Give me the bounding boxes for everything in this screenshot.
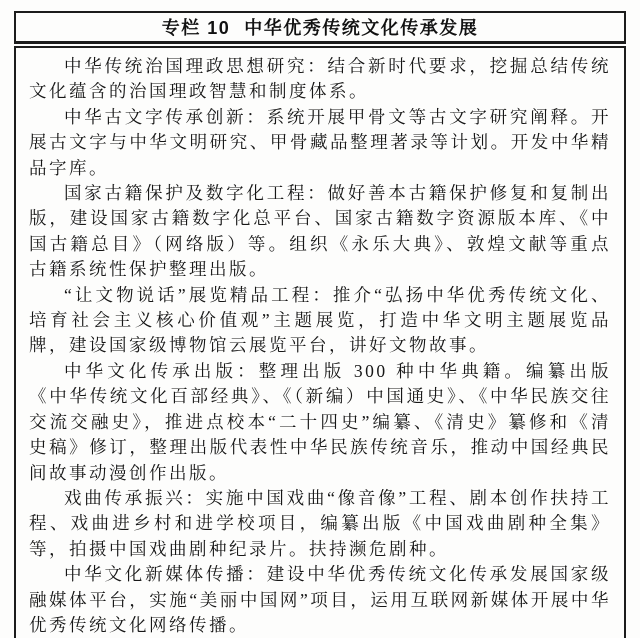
column-box	[14, 11, 626, 638]
column-label: 专栏 10	[161, 18, 231, 38]
column-body	[14, 46, 626, 638]
paragraph-opera-revitalization: 戏曲传承振兴：实施中国戏曲“像音像”工程、剧本创作扶持工程、戏曲进乡村和进学校项目，编纂出版《中国戏曲剧种全集》等，拍摄中国戏曲剧种纪录片。扶持濒危剧种。	[29, 487, 611, 559]
paragraph-relics-exhibition: “让文物说话”展览精品工程：推介“弘扬中华优秀传统文化、培育社会主义核心价值观”主题展览，打造中华文明主题展览品牌，建设国家级博物馆云展览平台，讲好文物故事。	[29, 284, 611, 356]
paragraph-ancient-scripts: 中华古文字传承创新：系统开展甲骨文等古文字研究阐释。开展古文字与中华文明研究、甲骨藏品整理著录等计划。开发中华精品字库。	[29, 106, 611, 178]
paragraph-culture-publishing: 中华文化传承出版：整理出版 300 种中华典籍。编纂出版《中华传统文化百部经典》、《（新编）中国通史》、《中华民族交往交流交融史》，推进点校本“二十四史”编纂、《清史》纂修和《清史稿》修订，整理出版代表性中华民族传统音乐，推动中国经典民间故事动漫创作出版。	[29, 360, 611, 483]
column-title: 中华优秀传统文化传承发展	[244, 18, 479, 38]
paragraph-ancient-books-digitization: 国家古籍保护及数字化工程：做好善本古籍保护修复和复制出版，建设国家古籍数字化总平台、国家古籍数字资源版本库、《中国古籍总目》（网络版）等。组织《永乐大典》、敦煌文献等重点古籍系统性保护整理出版。	[29, 183, 611, 280]
column-title-bar	[14, 11, 626, 44]
paragraph-new-media-dissemination: 中华文化新媒体传播：建设中华优秀传统文化传承发展国家级融媒体平台，实施“美丽中国网”项目，运用互联网新媒体开展中华优秀传统文化网络传播。	[29, 564, 611, 635]
paragraph-governance-thought: 中华传统治国理政思想研究：结合新时代要求，挖掘总结传统文化蕴含的治国理政智慧和制度体系。	[29, 56, 611, 102]
